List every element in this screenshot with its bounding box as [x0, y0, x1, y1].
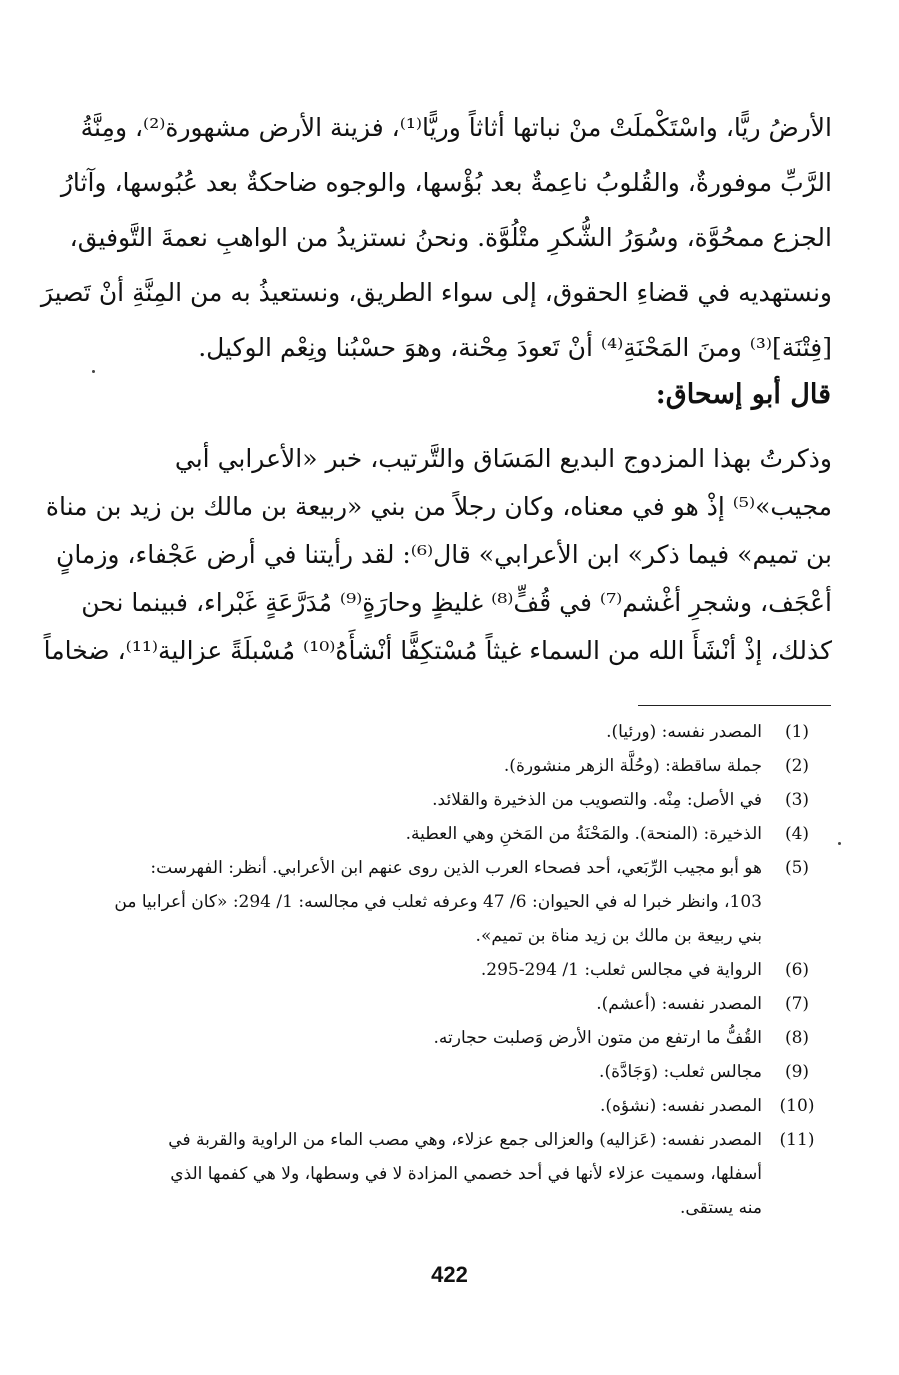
footnote-text [62, 987, 762, 1021]
footnote-line: الرواية في مجالس ثعلب: 1/ 294-295. [480, 960, 762, 980]
print-speck [838, 842, 841, 845]
footnote-line: هو أبو مجيب الرِّبَعي، أحد فصحاء العرب الذين روى عنهم ابن الأعرابي. أنظر: الفهرست: [150, 858, 762, 878]
footnote-line: بني ربيعة بن مالك بن زيد مناة بن تميم». [475, 926, 762, 946]
footnote-line: المصدر نفسه: (ورئيا). [606, 722, 762, 742]
footnote [62, 1123, 832, 1225]
footnote [62, 987, 832, 1021]
text-line: الجزع ممحُوَّة، وسُوَرُ الشُّكرِ متْلُوَّة. ونحنُ نستزيدُ من الواهبِ نعمةَ التَّوفيق، [69, 223, 832, 252]
footnote-number: (5) [784, 858, 810, 878]
footnote-line: جملة ساقطة: (وحُلَّة الزهر منشورة). [503, 756, 762, 776]
footnote-number: (3) [784, 790, 810, 810]
footnote-number: (8) [784, 1028, 810, 1048]
footnote-line: 103، وانظر خبرا له في الحيوان: 6/ 47 وعرفه ثعلب في مجالسه: 1/ 294: «كان أعرابيا من [114, 892, 762, 912]
main-paragraph [40, 100, 832, 375]
footnote-text [62, 1089, 762, 1123]
footnotes [62, 715, 832, 1225]
footnote [62, 749, 832, 783]
text-line: وذكرتُ بهذا المزدوج البديع المَسَاق والتَّرتيب، خبر «الأعرابي أبي [174, 444, 832, 473]
footnote-number: (1) [784, 722, 810, 742]
footnote-separator [638, 705, 831, 706]
footnote-line: مجالس ثعلب: (وَجَادَّة). [599, 1062, 762, 1082]
text-line: ونستهديه في قضاءِ الحقوق، إلى سواء الطريق، ونستعيذُ به من المِنَّةِ أنْ تَصيرَ [40, 278, 832, 307]
footnote-number: (10) [779, 1096, 815, 1116]
footnote-number: (4) [784, 824, 810, 844]
footnote-text [62, 953, 762, 987]
footnote-number: (7) [784, 994, 810, 1014]
page-number: 422 [431, 1262, 468, 1287]
footnote [62, 1055, 832, 1089]
footnote-text [62, 783, 762, 817]
footnote-line: المصدر نفسه: (نشؤه). [599, 1096, 762, 1116]
footnote [62, 715, 832, 749]
print-speck [92, 370, 95, 373]
footnote-number: (9) [784, 1062, 810, 1082]
text-line: [فِتْنَة]⁽³⁾ ومنَ المَحْنَةِ⁽⁴⁾ أنْ تَعودَ مِحْنة، وهوَ حسْبُنا ونِعْم الوكيل. [198, 333, 832, 362]
footnote-line: القُفُّ ما ارتفع من متون الأرض وَصلبت حجارته. [433, 1028, 762, 1048]
footnote-line: في الأصل: مِنْه. والتصويب من الذخيرة والقلائد. [432, 790, 762, 810]
footnote-text [62, 1123, 762, 1225]
footnote [62, 953, 832, 987]
footnote-line: المصدر نفسه: (عَزاليه) والعزالى جمع عزلاء، وهي مصب الماء من الراوية والقربة في [168, 1130, 762, 1150]
text-line: كذلك، إذْ أنْشَأَ الله من السماء غيثاً مُسْتكِفًّا أنْشأَهُ⁽¹⁰⁾ مُسْبلَةً عزالية⁽¹¹⁾، ضخاماً [43, 636, 832, 665]
text-line: بن تميم» فيما ذكر» ابن الأعرابي» قال⁽⁶⁾: لقد رأيتنا في أرض عَجْفاء، وزمانٍ [55, 540, 832, 569]
footnote-text [62, 1021, 762, 1055]
footnote [62, 1021, 832, 1055]
section-heading: قال أبو إسحاق: [655, 379, 831, 410]
footnote-line: منه يستقى. [680, 1198, 762, 1218]
footnote-line: أسفلها، وسميت عزلاء لأنها في أحد خصمي المزادة لا في وسطها، ولا هي كفمها الذي [170, 1164, 762, 1184]
footnote [62, 851, 832, 953]
footnote-line: الذخيرة: (المنحة). والمَحْنَةُ من المَخنِ وهي العطية. [405, 824, 762, 844]
footnote [62, 783, 832, 817]
footnote [62, 817, 832, 851]
text-line: مجيب»⁽⁵⁾ إذْ هو في معناه، وكان رجلاً من بني «ربيعة بن مالك بن زيد بن مناة [45, 492, 832, 521]
footnote-line: المصدر نفسه: (أعشم). [596, 994, 762, 1014]
text-line: أعْجَف، وشجرِ أغْشم⁽⁷⁾ في قُفٍّ⁽⁸⁾ غليظٍ وحارَةٍ⁽⁹⁾ مُدَرَّعَةٍ غَبْراء، فبينما نحن [81, 588, 832, 617]
footnote-text [62, 1055, 762, 1089]
footnote-text [62, 749, 762, 783]
footnote-number: (6) [784, 960, 810, 980]
footnote-text [62, 851, 762, 953]
text-line: الرَّبِّ موفورةٌ، والقُلوبُ ناعِمةٌ بعد بُؤْسها، والوجوه ضاحكةٌ بعد عُبُوسها، وآثارُ [60, 168, 832, 197]
footnote-text [62, 817, 762, 851]
footnote-text [62, 715, 762, 749]
second-paragraph [43, 435, 832, 675]
text-line: الأرضُ ريًّا، واسْتَكْملَتْ منْ نباتها أثاثاً وريًّا⁽¹⁾، فزينة الأرض مشهورة⁽²⁾، ومِنَّةُ [80, 113, 832, 142]
footnote [62, 1089, 832, 1123]
footnote-number: (11) [779, 1130, 815, 1150]
footnote-number: (2) [784, 756, 810, 776]
